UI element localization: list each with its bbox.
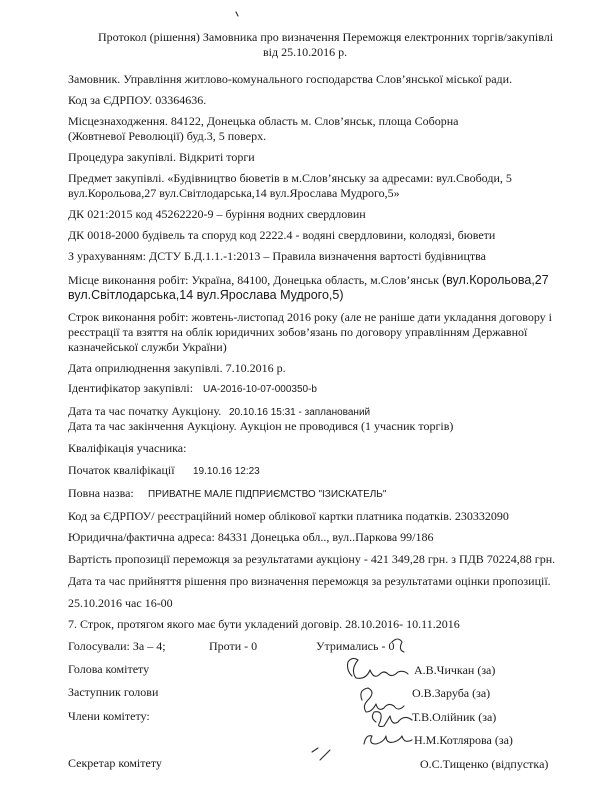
qualification-start-value: 19.10.16 12:23 (193, 466, 260, 477)
winner-edrpou: Код за ЄДРПОУ/ реєстраційний номер облікової картки платника податків. 230332090 (68, 509, 509, 523)
contract-term: 7. Строк, протягом якого має бути укладений договір. 28.10.2016- 10.11.2016 (68, 617, 460, 631)
subject-line-2: вул.Корольова,27 вул.Світлодарська,14 вул.Ярослава Мудрого,5» (68, 186, 400, 200)
considering: З урахуванням: ДСТУ Б.Д.1.1.-1:2013 – Правила визначення вартості будівництва (68, 249, 486, 263)
abstain-tick (392, 639, 404, 652)
member-1-name: Т.В.Олійник (за) (412, 710, 497, 724)
chair-signature (348, 658, 409, 678)
customer-edrpou: Код за ЄДРПОУ. 03364636. (68, 93, 207, 107)
decision-line: Дата та час прийняття рішення про визначення переможця за результатами оцінки пропозиції. (68, 574, 551, 588)
term-line-2: реєстрації та взяття на облік юридичних зобов’язань по договору управлінням Державної (68, 325, 528, 339)
member-1-signature (372, 712, 412, 727)
member-2-strokes (312, 748, 330, 760)
published-date: Дата оприлюднення закупівлі. 7.10.2016 р. (68, 361, 286, 375)
location-line-1: Місцезнаходження. 84122, Донецька область м. Слов’янськ, площа Соборна (68, 114, 459, 128)
deputy-label: Заступник голови (68, 685, 159, 699)
full-name-label: Повна назва: (68, 486, 134, 500)
decision-date: 25.10.2016 час 16-00 (68, 596, 173, 610)
location-line-2: (Жовтневої Революції) буд.3, 5 поверх. (68, 129, 267, 143)
votes-for: Голосували: За – 4; (68, 639, 166, 653)
work-place-text: Місце виконання робіт: Україна, 84100, Донецька область, м.Слов’янськ (68, 273, 439, 287)
secretary-label: Секретар комітету (68, 756, 162, 770)
price-label: Вартість пропозиції переможця за результатами аукціону - (68, 552, 368, 566)
winner-address: Юридична/фактична адреса: 84331 Донецька обл.., вул..Паркова 99/186 (68, 530, 434, 544)
member-2-name: Н.М.Котлярова (за) (414, 733, 513, 747)
term-line-1: Строк виконання робіт: жовтень-листопад 2016 року (але не раніше дати укладання договору і (68, 310, 553, 324)
full-name-value: ПРИВАТНЕ МАЛЕ ПІДПРИЄМСТВО "ІЗИСКАТЕЛЬ" (148, 489, 387, 500)
procedure: Процедура закупівлі. Відкриті торги (68, 150, 255, 164)
work-place-streets-a: (вул.Корольова,27 (441, 273, 549, 287)
member-2-signature (364, 736, 412, 744)
votes-abstain: Утримались - 0 (316, 639, 395, 653)
dk021-code: ДК 021:2015 код 45262220-9 – буріння водних свердловин (68, 207, 366, 221)
qualification-start-label: Початок кваліфікації (68, 463, 175, 477)
auction-start-value: 20.10.16 15:31 - запланований (229, 407, 371, 418)
price-value: 421 349,28 грн. з ПДВ 70224,88 грн. (370, 552, 556, 566)
term-line-3: казначейської служби України) (68, 340, 227, 354)
page-mark (236, 12, 238, 16)
protocol-title: Протокол (рішення) Замовника про визначення Переможця електронних торгів/закупівлі (98, 30, 554, 44)
members-label: Члени комітету: (68, 709, 150, 723)
procurement-id-label: Ідентифікатор закупівлі: (68, 381, 194, 395)
customer: Замовник. Управління житлово-комунального господарства Слов’янської міської ради. (68, 72, 513, 86)
dk0018-code: ДК 0018-2000 будівель та споруд код 2222.4 - водяні свердловини, колодязі, бювети (68, 228, 496, 242)
secretary-name: О.С.Тищенко (відпустка) (420, 757, 549, 771)
auction-end: Дата та час закінчення Аукціону. Аукціон не проводився (1 учасник торгів) (68, 419, 454, 433)
auction-start-label: Дата та час початку Аукціону. (68, 404, 222, 418)
deputy-name: О.В.Заруба (за) (412, 686, 491, 700)
protocol-date: від 25.10.2016 р. (263, 45, 348, 59)
work-place-streets-b: вул.Світлодарська,14 вул.Ярослава Мудрого,5) (68, 288, 344, 302)
subject-line-1: Предмет закупівлі. «Будівництво бюветів в м.Слов’янську за адресами: вул.Свободи, 5 (68, 171, 512, 185)
chair-label: Голова комітету (68, 662, 150, 676)
chair-name: А.В.Чичкан (за) (414, 663, 496, 677)
votes-against: Проти - 0 (209, 639, 258, 653)
qualification-heading: Кваліфікація учасника: (68, 441, 187, 455)
deputy-signature (361, 688, 404, 712)
procurement-id-value: UA-2016-10-07-000350-b (203, 384, 317, 395)
